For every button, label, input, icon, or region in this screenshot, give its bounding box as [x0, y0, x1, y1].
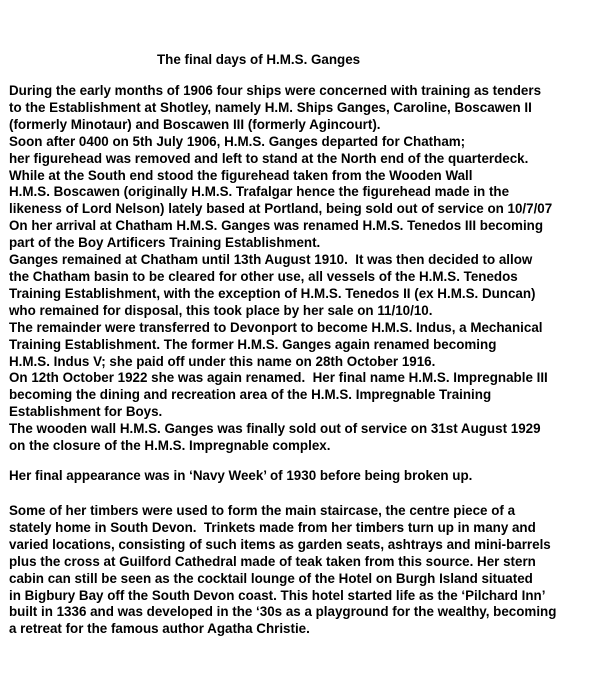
text-line: on the closure of the H.M.S. Impregnable complex. [9, 438, 331, 454]
paragraph-history [9, 83, 593, 455]
text-line: to the Establishment at Shotley, namely H.M. Ships Ganges, Caroline, Boscawen II [9, 99, 532, 115]
text-line: the Chatham basin to be cleared for other use, all vessels of the H.M.S. Tenedos [9, 268, 518, 284]
text-line: The remainder were transferred to Devonport to become H.M.S. Indus, a Mechanical [9, 319, 543, 335]
text-line: Soon after 0400 on 5th July 1906, H.M.S. Ganges departed for Chatham; [9, 133, 466, 149]
text-line: H.M.S. Boscawen (originally H.M.S. Trafalgar hence the figurehead made in the [9, 184, 510, 200]
text-line: Establishment for Boys. [9, 404, 163, 420]
text-line: Ganges remained at Chatham until 13th August 1910. It was then decided to allow [9, 252, 533, 268]
text-line: Training Establishment. The former H.M.S. Ganges again renamed becoming [9, 336, 497, 352]
text-line: built in 1336 and was developed in the ‘30s as a playground for the wealthy, becoming [9, 604, 557, 620]
text-line: H.M.S. Indus V; she paid off under this name on 28th October 1916. [9, 353, 436, 369]
text-line: plus the cross at Guilford Cathedral made of teak taken from this source. Her stern [9, 553, 536, 569]
text-line: becoming the dining and recreation area of the H.M.S. Impregnable Training [9, 387, 492, 403]
text-line: During the early months of 1906 four ships were concerned with training as tenders [9, 83, 542, 98]
text-line: Her final appearance was in ‘Navy Week’ of 1930 before being broken up. [9, 468, 473, 483]
text-line: Some of her timbers were used to form the main staircase, the centre piece of a [9, 503, 516, 518]
paragraph-timbers [9, 503, 593, 638]
text-line: stately home in South Devon. Trinkets made from her timbers turn up in many and [9, 519, 536, 535]
text-line: On 12th October 1922 she was again renamed. Her final name H.M.S. Impregnable III [9, 370, 548, 386]
document-title: The final days of H.M.S. Ganges [157, 52, 361, 67]
text-line: varied locations, consisting of such items as garden seats, ashtrays and mini-barrels [9, 536, 551, 552]
text-line: The wooden wall H.M.S. Ganges was finally sold out of service on 31st August 1929 [9, 421, 541, 437]
paragraph-final-appearance [9, 468, 593, 485]
text-line: While at the South end stood the figurehead taken from the Wooden Wall [9, 167, 473, 183]
text-line: part of the Boy Artificers Training Establishment. [9, 235, 321, 251]
text-line: (formerly Minotaur) and Boscawen III (formerly Agincourt). [9, 116, 381, 132]
text-line: a retreat for the famous author Agatha Christie. [9, 621, 310, 637]
text-line: likeness of Lord Nelson) lately based at Portland, being sold out of service on 10/7/07 [9, 201, 553, 217]
text-line: Training Establishment, with the exception of H.M.S. Tenedos II (ex H.M.S. Duncan) [9, 285, 536, 301]
text-line: who remained for disposal, this took place by her sale on 11/10/10. [9, 302, 433, 318]
text-line: cabin can still be seen as the cocktail lounge of the Hotel on Burgh Island situated [9, 570, 533, 586]
text-line: her figurehead was removed and left to stand at the North end of the quarterdeck. [9, 150, 529, 166]
text-line: On her arrival at Chatham H.M.S. Ganges was renamed H.M.S. Tenedos III becoming [9, 218, 544, 234]
text-line: in Bigbury Bay off the South Devon coast. This hotel started life as the ‘Pilchard Inn’ [9, 587, 546, 603]
